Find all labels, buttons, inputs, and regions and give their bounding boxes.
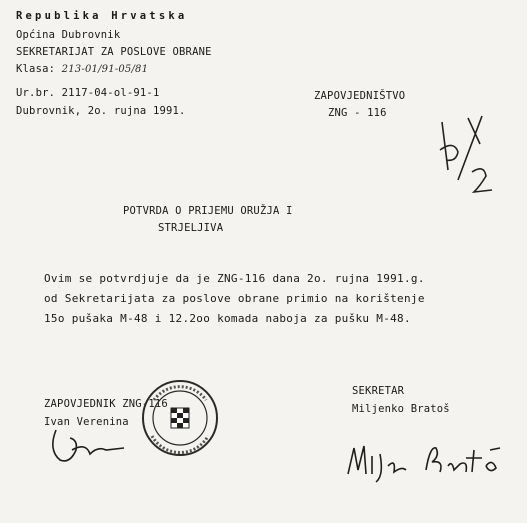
class-label: Klasa: — [16, 63, 56, 75]
class-line — [16, 63, 148, 75]
official-round-stamp — [140, 378, 220, 458]
secretary-signature — [340, 436, 510, 486]
secretary-name: Miljenko Bratoš — [352, 403, 450, 415]
class-value: 213-01/91-05/81 — [61, 64, 149, 75]
handwritten-corner-mark — [428, 110, 498, 200]
commander-role: ZAPOVJEDNIK ZNG-116 — [44, 398, 168, 410]
secretary-role: SEKRETAR — [352, 385, 405, 397]
republic-heading: Republika Hrvatska — [16, 10, 188, 22]
body-line-1: Ovim se potvrdjuje da je ZNG-116 dana 2o. rujna 1991.g. — [44, 272, 425, 285]
secretariat-line: SEKRETARIJAT ZA POSLOVE OBRANE — [16, 46, 212, 58]
command-unit: ZNG - 116 — [328, 107, 387, 119]
subject-line-1: POTVRDA O PRIJEMU ORUŽJA I — [123, 205, 293, 217]
municipality-line: Općina Dubrovnik — [16, 29, 121, 41]
body-line-2: od Sekretarijata za poslove obrane primio na korištenje — [44, 292, 425, 305]
subject-line-2: STRJELJIVA — [158, 222, 224, 234]
body-line-3: 15o pušaka M-48 i 12.2oo komada naboja za pušku M-48. — [44, 312, 411, 325]
commander-name: Ivan Verenina — [44, 416, 129, 428]
reference-number: Ur.br. 2117-04-ol-91-1 — [16, 87, 160, 99]
command-title: ZAPOVJEDNIŠTVO — [314, 90, 406, 102]
place-date: Dubrovnik, 2o. rujna 1991. — [16, 105, 186, 117]
coat-of-arms-icon — [171, 408, 189, 428]
commander-signature — [46, 420, 136, 470]
